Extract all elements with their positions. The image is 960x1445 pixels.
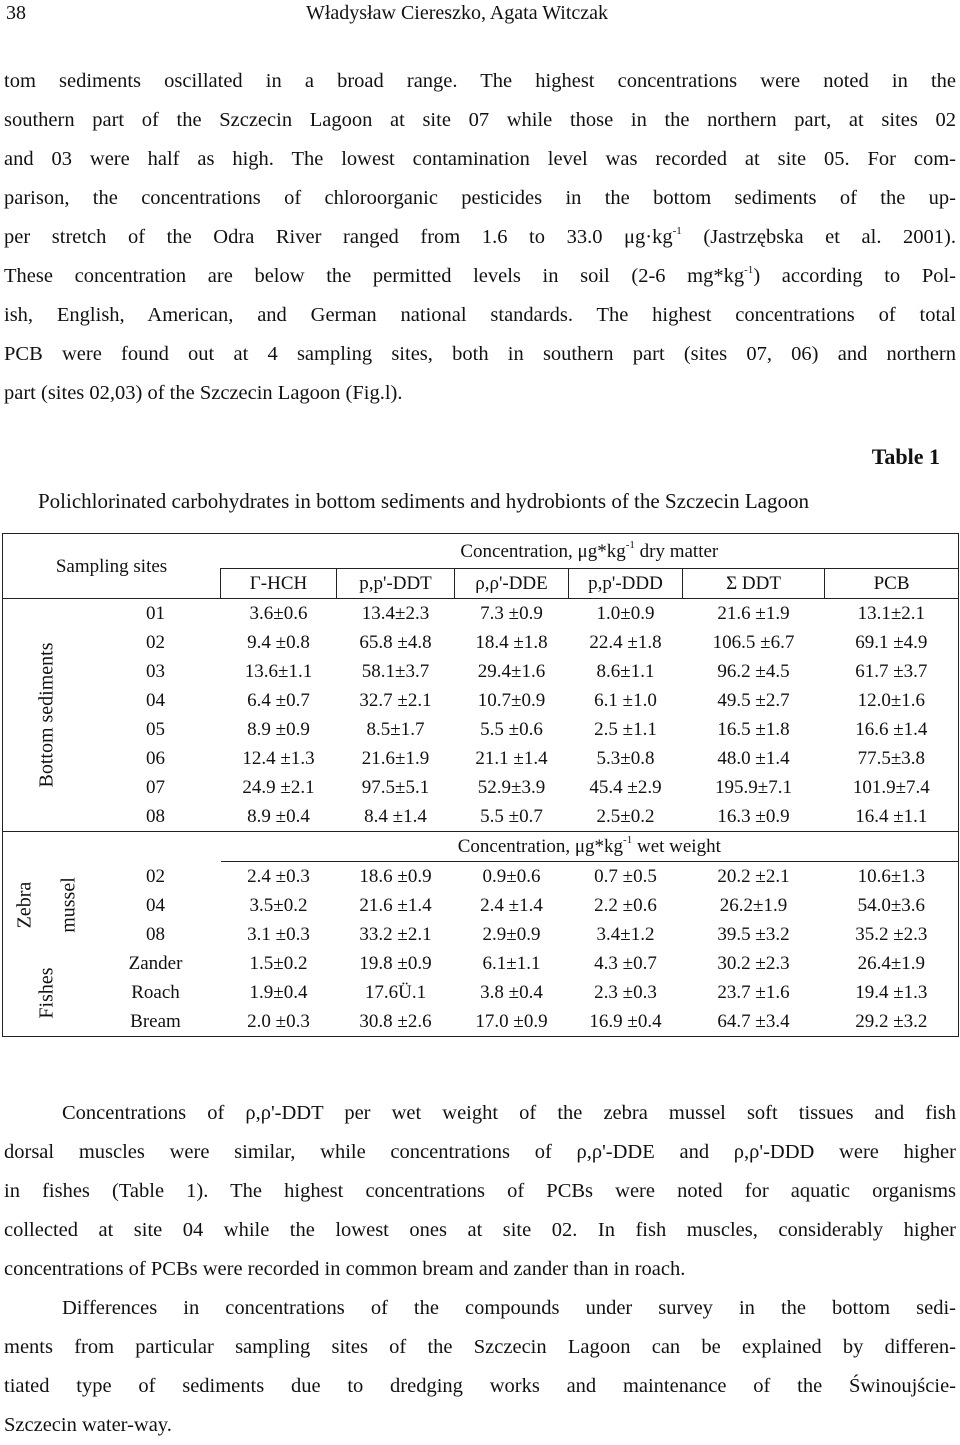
table-row bbox=[3, 978, 959, 1007]
value-cell: 5.5 ±0.6 bbox=[480, 719, 543, 740]
value-cell: 2.2 ±0.6 bbox=[594, 895, 657, 916]
value-cell: 16.5 ±1.8 bbox=[717, 719, 790, 740]
value-cell: 1.5±0.2 bbox=[249, 953, 308, 974]
text-line: tom sediments oscillated in a broad range. The highest concentrations were noted in the bbox=[4, 70, 956, 92]
value-cell: 10.7±0.9 bbox=[477, 690, 546, 711]
hydrobionts-body bbox=[3, 832, 959, 1037]
table-row bbox=[3, 744, 959, 773]
value-cell: 3.6±0.6 bbox=[249, 603, 308, 624]
table-row bbox=[3, 773, 959, 802]
site-cell: 05 bbox=[146, 719, 165, 740]
column-header: Γ-HCH bbox=[221, 569, 337, 599]
data-table bbox=[2, 533, 959, 1037]
text-line: dorsal muscles were similar, while concentrations of ρ,ρ'-DDE and ρ,ρ'-DDD were higher bbox=[4, 1141, 956, 1163]
page-header bbox=[6, 2, 954, 30]
text-line: tiated type of sediments due to dredging works and maintenance of the Świnoujście- bbox=[4, 1375, 956, 1397]
superscript: -1 bbox=[744, 264, 754, 276]
value-cell: 24.9 ±2.1 bbox=[242, 777, 315, 798]
site-cell: Roach bbox=[131, 982, 180, 1003]
value-cell: 2.4 ±0.3 bbox=[247, 866, 310, 887]
value-cell: 45.4 ±2.9 bbox=[589, 777, 662, 798]
text-line: parison, the concentrations of chloroorganic pesticides in the bottom sediments of the up- bbox=[4, 187, 956, 209]
text-line: and 03 were half as high. The lowest contamination level was recorded at site 05. For com- bbox=[4, 148, 956, 170]
value-cell: 35.2 ±2.3 bbox=[825, 920, 959, 949]
column-header: Σ DDT bbox=[683, 569, 825, 599]
value-cell: 54.0±3.6 bbox=[825, 891, 959, 920]
value-cell: 21.6±1.9 bbox=[361, 748, 430, 769]
value-cell: 195.9±7.1 bbox=[715, 777, 792, 798]
column-header: PCB bbox=[825, 569, 959, 599]
group-label-text: Zebra bbox=[13, 881, 36, 929]
table-row bbox=[3, 1007, 959, 1037]
paragraph-1 bbox=[4, 62, 956, 413]
value-cell: 22.4 ±1.8 bbox=[589, 632, 662, 653]
value-cell: 16.9 ±0.4 bbox=[569, 1007, 683, 1037]
value-cell: 61.7 ±3.7 bbox=[825, 657, 959, 686]
table-row bbox=[3, 862, 959, 892]
value-cell: 52.9±3.9 bbox=[477, 777, 546, 798]
table-row bbox=[3, 802, 959, 832]
text-line: collected at site 04 while the lowest ones at site 02. In fish muscles, considerably higher bbox=[4, 1219, 956, 1241]
text-line: Differences in concentrations of the compounds under survey in the bottom sedi- bbox=[62, 1297, 956, 1319]
value-cell: 21.6 ±1.4 bbox=[359, 895, 432, 916]
value-cell: 77.5±3.8 bbox=[825, 744, 959, 773]
value-cell: 3.5±0.2 bbox=[249, 895, 308, 916]
value-cell: 16.4 ±1.1 bbox=[825, 802, 959, 832]
value-cell: 19.4 ±1.3 bbox=[825, 978, 959, 1007]
running-head-authors: Władysław Ciereszko, Agata Witczak bbox=[306, 2, 609, 24]
value-cell: 30.8 ±2.6 bbox=[337, 1007, 455, 1037]
value-cell: 17.6Ü.1 bbox=[364, 982, 427, 1003]
table-label: Table 1 bbox=[871, 444, 940, 469]
value-cell: 7.3 ±0.9 bbox=[480, 603, 543, 624]
header-text: wet weight bbox=[632, 836, 721, 857]
table-row bbox=[3, 920, 959, 949]
value-cell: 18.6 ±0.9 bbox=[359, 866, 432, 887]
table-row bbox=[3, 657, 959, 686]
value-cell: 8.4 ±1.4 bbox=[364, 806, 427, 827]
value-cell: 1.9±0.4 bbox=[249, 982, 308, 1003]
column-header: p,p'-DDT bbox=[337, 569, 455, 599]
site-cell: 03 bbox=[146, 661, 165, 682]
table-row bbox=[3, 628, 959, 657]
site-cell: 02 bbox=[146, 632, 165, 653]
text-line: Concentrations of ρ,ρ'-DDT per wet weight of the zebra mussel soft tissues and fish bbox=[62, 1102, 956, 1124]
value-cell: 58.1±3.7 bbox=[361, 661, 430, 682]
value-cell: 2.4 ±1.4 bbox=[480, 895, 543, 916]
site-cell: 02 bbox=[146, 865, 165, 887]
value-cell: 6.4 ±0.7 bbox=[247, 690, 310, 711]
value-cell: 101.9±7.4 bbox=[825, 773, 959, 802]
value-cell: 16.3 ±0.9 bbox=[717, 806, 790, 827]
table-row bbox=[3, 686, 959, 715]
value-cell: 2.9±0.9 bbox=[482, 924, 541, 945]
value-cell: 10.6±1.3 bbox=[825, 862, 959, 892]
value-cell: 65.8 ±4.8 bbox=[359, 632, 432, 653]
value-cell: 21.6 ±1.9 bbox=[717, 603, 790, 624]
value-cell: 13.6±1.1 bbox=[244, 661, 313, 682]
value-cell: 2.0 ±0.3 bbox=[221, 1007, 337, 1037]
value-cell: 49.5 ±2.7 bbox=[717, 690, 790, 711]
table-row bbox=[3, 891, 959, 920]
value-cell: 3.4±1.2 bbox=[596, 924, 655, 945]
table-row bbox=[3, 715, 959, 744]
group-label-text: mussel bbox=[57, 877, 79, 934]
text-line: concentrations of PCBs were recorded in common bream and zander than in roach. bbox=[4, 1258, 686, 1280]
value-cell: 26.2±1.9 bbox=[719, 895, 788, 916]
table-row bbox=[3, 949, 959, 978]
value-cell: 12.0±1.6 bbox=[825, 686, 959, 715]
text-line: part (sites 02,03) of the Szczecin Lagoon (Fig.l). bbox=[4, 382, 403, 404]
value-cell: 32.7 ±2.1 bbox=[359, 690, 432, 711]
site-cell: 08 bbox=[146, 806, 165, 827]
value-cell: 0.7 ±0.5 bbox=[594, 866, 657, 887]
table-row bbox=[3, 599, 959, 629]
text-line bbox=[4, 218, 956, 257]
value-cell: 17.0 ±0.9 bbox=[455, 1007, 569, 1037]
wet-weight-header-row bbox=[3, 832, 959, 862]
text-line bbox=[4, 257, 956, 296]
value-cell: 97.5±5.1 bbox=[361, 777, 430, 798]
paragraph-3 bbox=[4, 1289, 956, 1445]
value-cell: 96.2 ±4.5 bbox=[717, 661, 790, 682]
group-spacer bbox=[3, 832, 221, 862]
bottom-sediments-body bbox=[3, 599, 959, 832]
value-cell: 33.2 ±2.1 bbox=[359, 924, 432, 945]
value-cell: 8.9 ±0.4 bbox=[247, 806, 310, 827]
value-cell: 6.1 ±1.0 bbox=[594, 690, 657, 711]
value-cell: 4.3 ±0.7 bbox=[594, 953, 657, 974]
site-cell: Bream bbox=[91, 1007, 221, 1037]
value-cell: 6.1±1.1 bbox=[482, 953, 541, 974]
value-cell: 26.4±1.9 bbox=[825, 949, 959, 978]
table-caption: Polichlorinated carbohydrates in bottom sediments and hydrobionts of the Szczecin Lagoon bbox=[38, 489, 809, 513]
value-cell: 1.0±0.9 bbox=[596, 603, 655, 624]
group-label-bottom-sediments bbox=[3, 599, 91, 832]
value-cell: 13.1±2.1 bbox=[825, 599, 959, 629]
text-line: southern part of the Szczecin Lagoon at site 07 while those in the northern part, at sites 02 bbox=[4, 109, 956, 131]
column-header: ρ,ρ'-DDE bbox=[455, 569, 569, 599]
text-segment: ) according to Pol- bbox=[753, 265, 957, 287]
group-label-text: Fishes bbox=[35, 966, 58, 1019]
value-cell: 5.5 ±0.7 bbox=[480, 806, 543, 827]
site-cell: 07 bbox=[146, 777, 165, 798]
group-label-mussel bbox=[47, 862, 91, 950]
site-cell: Zander bbox=[128, 953, 183, 974]
text-line: Szczecin water-way. bbox=[4, 1414, 172, 1436]
group-label-fishes bbox=[3, 949, 91, 1037]
site-cell: 08 bbox=[146, 924, 165, 945]
text-line: PCB were found out at 4 sampling sites, both in southern part (sites 07, 06) and northern bbox=[4, 343, 956, 365]
value-cell: 29.2 ±3.2 bbox=[825, 1007, 959, 1037]
site-cell: 06 bbox=[146, 748, 165, 769]
concentration-header-wet bbox=[221, 832, 959, 862]
header-text: Concentration, μg*kg bbox=[460, 540, 626, 562]
value-cell: 3.1 ±0.3 bbox=[247, 924, 310, 945]
value-cell: 9.4 ±0.8 bbox=[247, 632, 310, 653]
site-cell: 04 bbox=[146, 895, 165, 916]
value-cell: 20.2 ±2.1 bbox=[717, 866, 790, 887]
value-cell: 19.8 ±0.9 bbox=[359, 953, 432, 974]
header-text: Concentration, μg*kg bbox=[457, 836, 624, 857]
value-cell: 2.5 ±1.1 bbox=[594, 719, 657, 740]
value-cell: 0.9±0.6 bbox=[482, 866, 541, 887]
value-cell: 5.3±0.8 bbox=[596, 748, 655, 769]
text-line: ish, English, American, and German national standards. The highest concentrations of total bbox=[4, 304, 956, 326]
value-cell: 29.4±1.6 bbox=[477, 661, 546, 682]
text-line: in fishes (Table 1). The highest concentrations of PCBs were noted for aquatic organisms bbox=[4, 1180, 956, 1202]
value-cell: 21.1 ±1.4 bbox=[475, 748, 548, 769]
superscript: -1 bbox=[623, 834, 633, 846]
value-cell: 8.5±1.7 bbox=[366, 719, 425, 740]
value-cell: 12.4 ±1.3 bbox=[242, 748, 315, 769]
page-number: 38 bbox=[6, 2, 26, 24]
value-cell: 8.6±1.1 bbox=[596, 661, 655, 682]
group-label-zebra bbox=[3, 862, 47, 950]
value-cell: 2.3 ±0.3 bbox=[594, 982, 657, 1003]
header-text: dry matter bbox=[634, 540, 719, 562]
column-header: p,p'-DDD bbox=[569, 569, 683, 599]
value-cell: 39.5 ±3.2 bbox=[717, 924, 790, 945]
value-cell: 18.4 ±1.8 bbox=[475, 632, 548, 653]
value-cell: 64.7 ±3.4 bbox=[683, 1007, 825, 1037]
paragraph-2 bbox=[4, 1094, 956, 1289]
text-segment: per stretch of the Odra River ranged from 1.6 to 33.0 μg·kg bbox=[4, 226, 673, 248]
value-cell: 30.2 ±2.3 bbox=[717, 953, 790, 974]
text-segment: (Jastrzębska et al. 2001). bbox=[681, 226, 956, 248]
text-segment: These concentration are below the permitted levels in soil (2-6 mg*kg bbox=[4, 265, 745, 287]
value-cell: 13.4±2.3 bbox=[361, 603, 430, 624]
superscript: -1 bbox=[625, 538, 635, 551]
value-cell: 8.9 ±0.9 bbox=[247, 719, 310, 740]
site-cell: 01 bbox=[146, 603, 165, 624]
value-cell: 106.5 ±6.7 bbox=[712, 632, 795, 653]
sampling-sites-header: Sampling sites bbox=[3, 534, 221, 599]
value-cell: 23.7 ±1.6 bbox=[717, 982, 790, 1003]
concentration-header-dry bbox=[221, 534, 959, 569]
group-label-text: Bottom sediments bbox=[35, 642, 58, 788]
site-cell: 04 bbox=[146, 690, 165, 711]
value-cell: 16.6 ±1.4 bbox=[825, 715, 959, 744]
superscript: -1 bbox=[672, 225, 682, 237]
value-cell: 69.1 ±4.9 bbox=[825, 628, 959, 657]
text-line: ments from particular sampling sites of the Szczecin Lagoon can be explained by differen- bbox=[4, 1336, 956, 1358]
value-cell: 2.5±0.2 bbox=[596, 806, 655, 827]
value-cell: 48.0 ±1.4 bbox=[717, 748, 790, 769]
value-cell: 3.8 ±0.4 bbox=[480, 982, 543, 1003]
